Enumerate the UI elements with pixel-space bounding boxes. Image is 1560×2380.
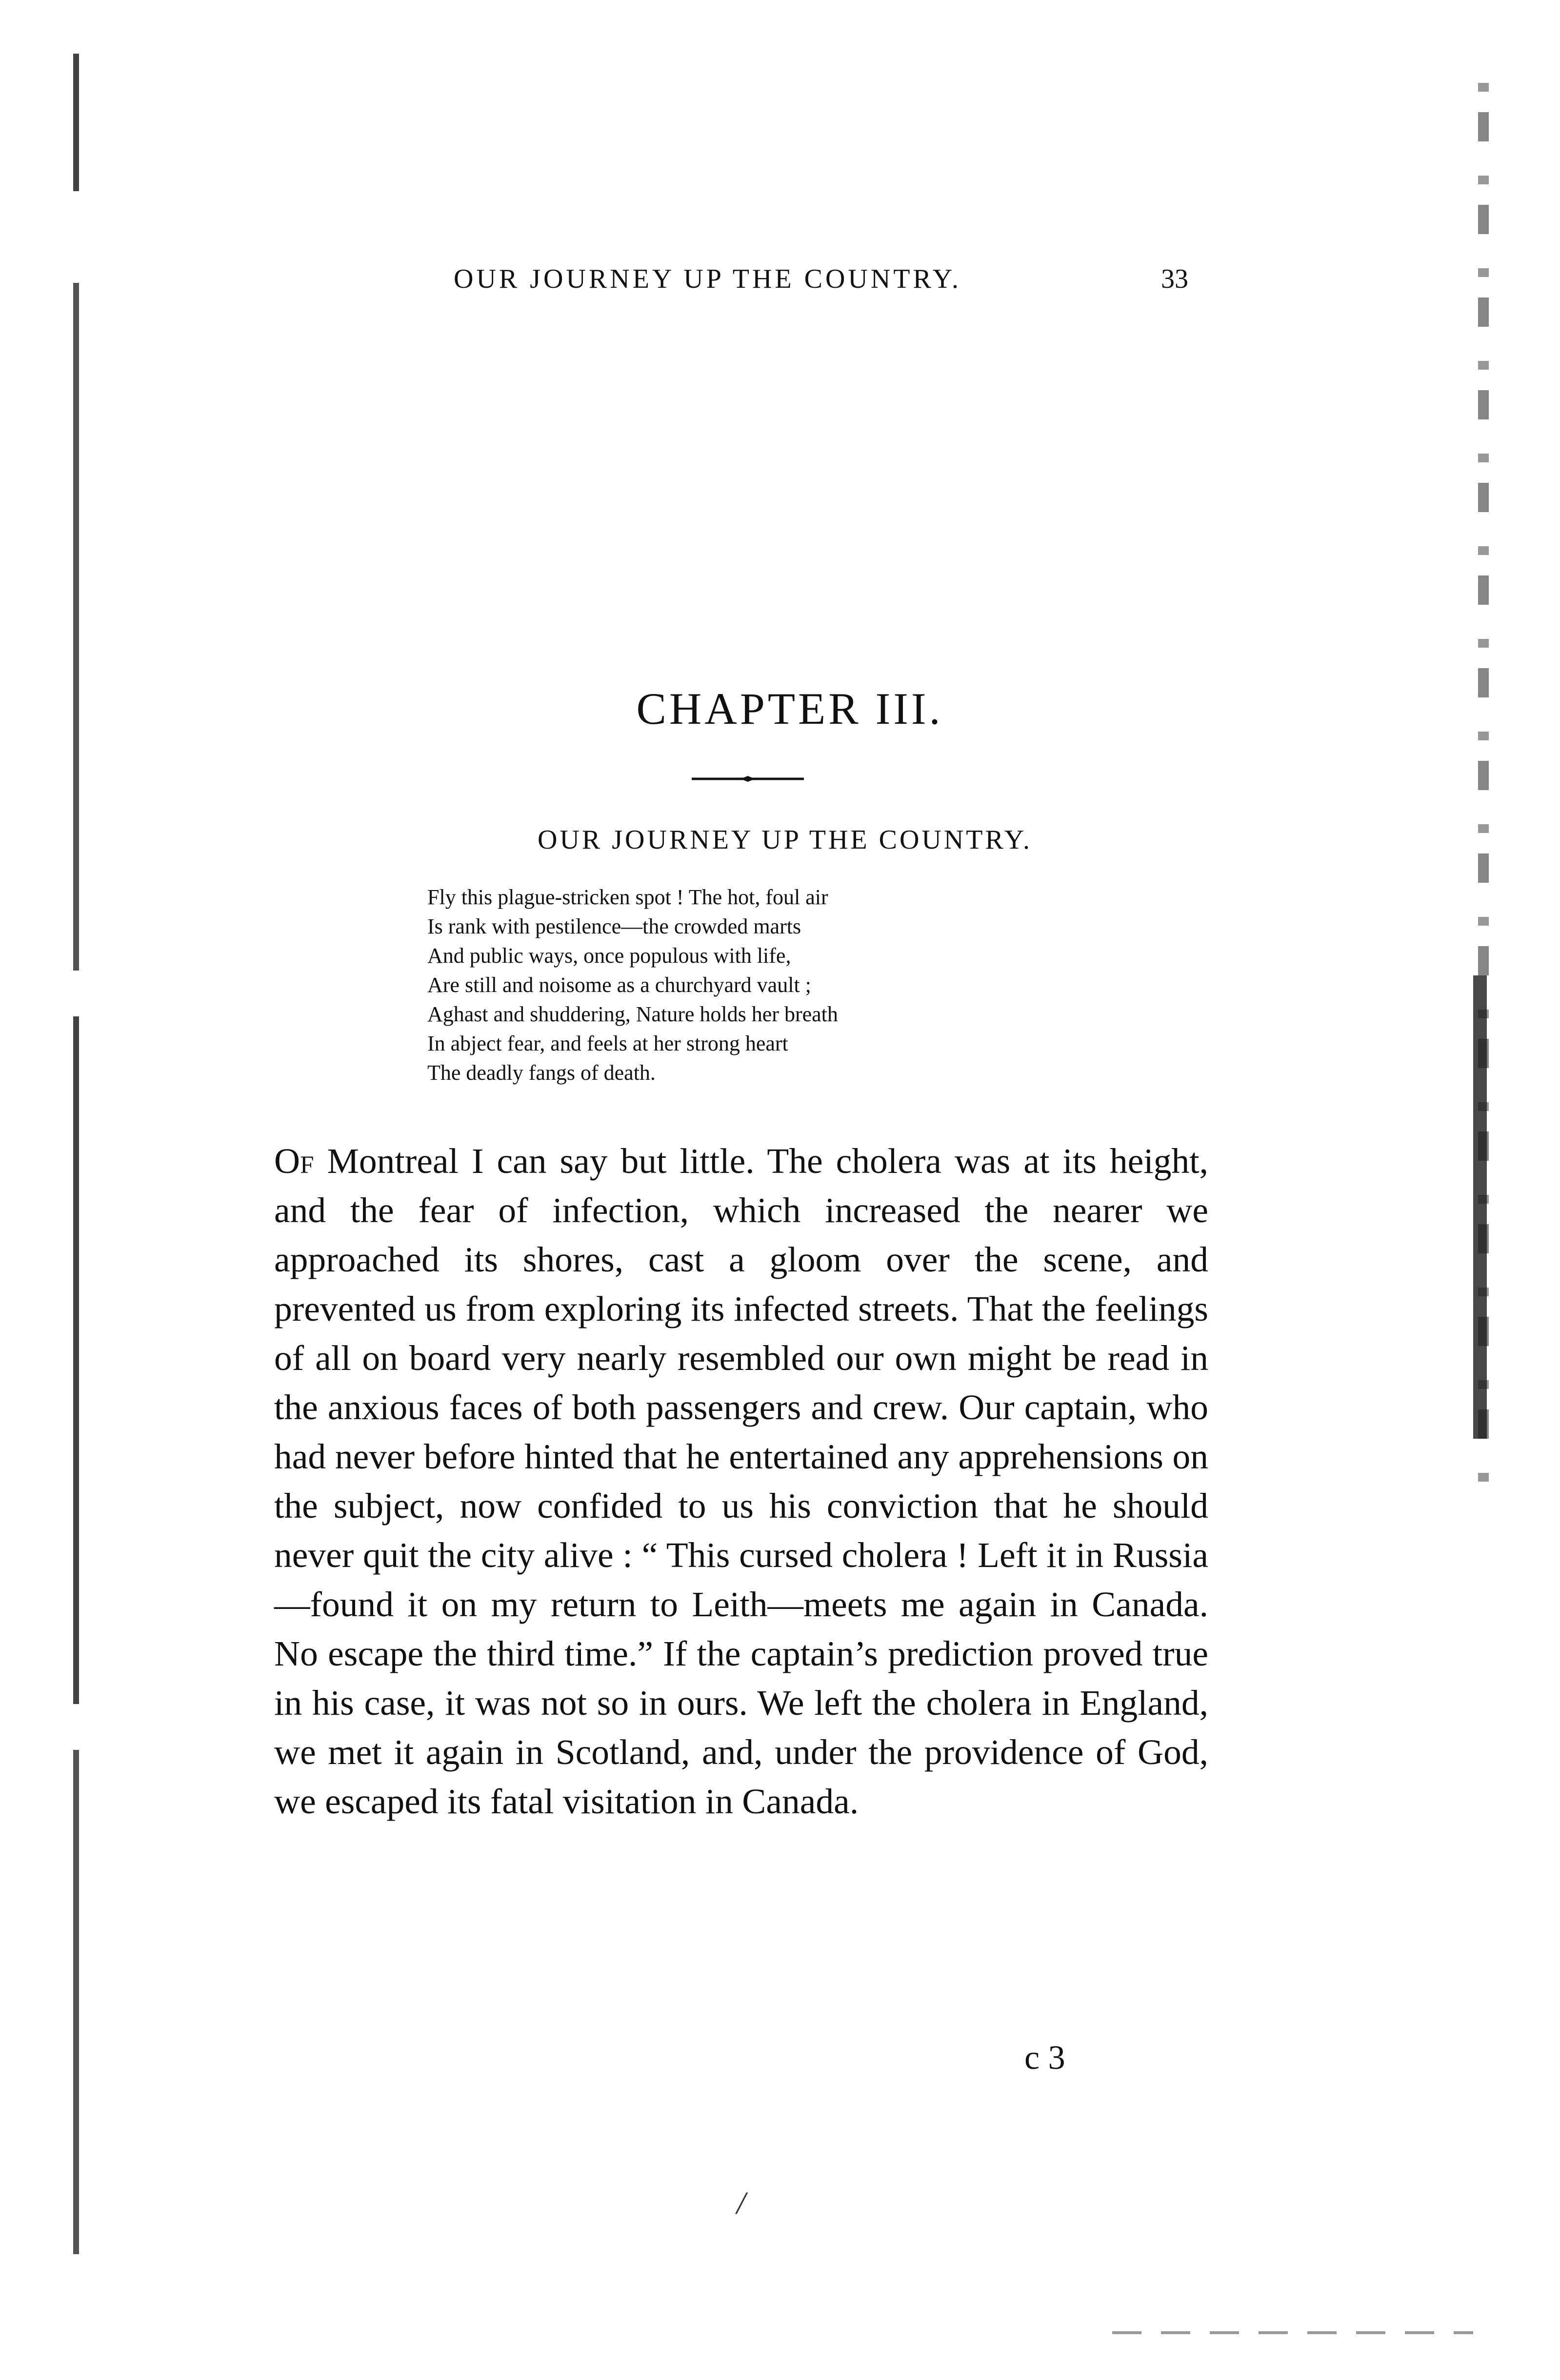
epigraph-line: The deadly fangs of death. (427, 1061, 656, 1085)
paragraph-text: Montreal I can say but little. The cholera was at its height, and the fear of infection, which increased the nearer we approached its shores, cast a gloom over the scene, and prevented us from exploring its infected streets. That the feelings of all on board very nearly resembled our own might be read in the anxious faces of both passengers and crew. Our captain, who had never before hinted that he entertained any apprehensions on the subject, now confided to us his conviction that he should never quit the city alive : “ This cursed cholera ! Left it in Russia—found it on my return to Leith—meets me again in Canada. No escape the third time.” If the captain’s prediction proved true in his case, it was not so in ours. We left the cholera in England, we met it again in Scotland, and, under the providence of God, we escaped its fatal visitation in Canada. (274, 1141, 1208, 1821)
chapter-title: CHAPTER III. (636, 684, 943, 734)
chapter-ornament (692, 775, 804, 782)
body-text (274, 1136, 1208, 1826)
chapter-subtitle: OUR JOURNEY UP THE COUNTRY. (538, 825, 1032, 855)
epigraph-line: Fly this plague-stricken spot ! The hot, foul air (427, 885, 828, 909)
scan-edge-right-dark (1473, 975, 1487, 1439)
epigraph-line: Aghast and shuddering, Nature holds her breath (427, 1002, 838, 1026)
page-number: 33 (1161, 264, 1188, 294)
body-paragraph (274, 1136, 1208, 1826)
epigraph-line: And public ways, once populous with life, (427, 944, 791, 968)
epigraph-line: Are still and noisome as a churchyard vault ; (427, 973, 811, 997)
epigraph-line: Is rank with pestilence—the crowded marts (427, 914, 801, 938)
signature-mark: c 3 (1024, 2039, 1065, 2077)
scan-edge-left (73, 54, 79, 2346)
epigraph-line: In abject fear, and feels at her strong heart (427, 1031, 788, 1055)
opening-word: Of (274, 1141, 314, 1181)
epigraph (427, 883, 1110, 1088)
stray-mark: / (737, 2185, 746, 2221)
scan-edge-bottom (1112, 2331, 1473, 2334)
running-head: OUR JOURNEY UP THE COUNTRY. (454, 264, 961, 294)
